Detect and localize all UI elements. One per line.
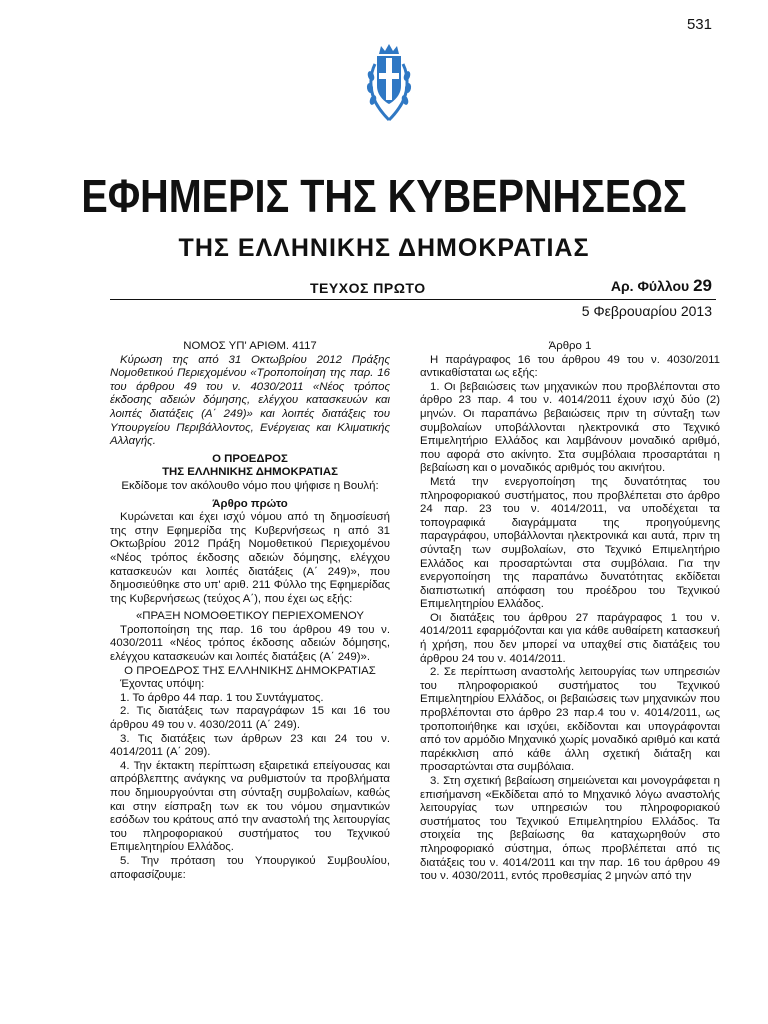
article-1-heading: Άρθρο 1 <box>548 340 592 352</box>
article-1-paragraph-4: 2. Σε περίπτωση αναστολής λειτουργίας των υπηρεσιών του πληροφοριακού συστήματος του Τεχνικού Επιμελητηρίου Ελλάδος, οι βεβαιώσεις των μηχανικών που προβλέπονται στο άρθρο 23 παρ.4 του ν. 4014/2011, ως τροποποιήθηκε και ισχύει, εκδίδονται και υπογράφονται από τον αρμόδιο Μηχανικό χωρίς μοναδικό αριθμό και κατά παρέκκλιση από κάθε άλλη σχετική διάταξη και προσαρτώνται στα συμβόλαια. <box>420 666 720 774</box>
consideration-item-1: 1. Το άρθρο 44 παρ. 1 του Συντάγματος. <box>120 691 324 704</box>
issue-type: ΤΕΥΧΟΣ ΠΡΩΤΟ <box>310 280 426 296</box>
considering: Έχοντας υπόψη: <box>120 678 205 691</box>
article-1-intro: Η παράγραφος 16 του άρθρου 49 του ν. 4030/2011 αντικαθίσταται ως εξής: <box>420 353 720 380</box>
law-number: ΝΟΜΟΣ ΥΠ' ΑΡΙΘΜ. 4117 <box>183 340 317 352</box>
issue-statement: Εκδίδομε τον ακόλουθο νόμο που ψήφισε η Βουλή: <box>121 479 379 492</box>
header-rule <box>110 299 716 300</box>
left-column <box>110 340 390 882</box>
president-heading-2: ΤΗΣ ΕΛΛΗΝΙΚΗΣ ΔΗΜΟΚΡΑΤΙΑΣ <box>162 466 338 479</box>
sheet-label: Αρ. Φύλλου <box>610 278 690 294</box>
sheet-number <box>611 276 712 296</box>
consideration-item-5: 5. Την πρόταση του Υπουργικού Συμβουλίου, αποφασίζουμε: <box>110 854 390 881</box>
article-1-paragraph-5: 3. Στη σχετική βεβαίωση σημειώνεται και μονογράφεται η επισήμανση «Εκδίδεται από το Μηχανικό λόγω αναστολής λειτουργίας των υπηρεσιών του πληροφοριακού συστήματος του Τεχνικού Επιμελητηρίου Ελλάδος. Τα στοιχεία της βεβαίωσης θα καταχωρηθούν στο πληροφοριακό σύστημα, όπως προβλέπεται από τις διατάξεις του ν. 4014/2011 και την παρ. 16 του άρθρου 49 του ν. 4030/2011, εντός προθεσμίας 2 μηνών από την <box>420 775 720 883</box>
sheet-number-value: 29 <box>693 276 712 295</box>
right-column <box>420 340 720 884</box>
consideration-item-4: 4. Την έκτακτη περίπτωση εξαιρετικά επείγουσας και απρόβλεπτης ανάγκης να ρυθμιστούν τα προβλήματα που δημιουργούνται στη σύνταξη συμβολαίων, καθώς και στην είσπραξη των εκ του νόμου σημαντικών εσόδων του κράτους από την αναστολή της λειτουργίας του πληροφοριακού συστήματος του Τεχνικού Επιμελητηρίου Ελλάδος. <box>110 759 390 854</box>
gazette-subtitle: ΤΗΣ ΕΛΛΗΝΙΚΗΣ ΔΗΜΟΚΡΑΤΙΑΣ <box>178 234 590 262</box>
consideration-item-3: 3. Τις διατάξεις των άρθρων 23 και 24 του ν. 4014/2011 (Α΄ 209). <box>110 732 390 759</box>
article-1-paragraph-2: Μετά την ενεργοποίηση της δυνατότητας του πληροφοριακού συστήματος, που προβλέπεται στο άρθρο 24 παρ. 23 του ν. 4014/2011, να υποδέχεται τα τοπογραφικά διαγράμματα της προηγούμενης παραγράφου, υποβάλλονται ηλεκτρονικά και αυτά, πριν τη σύνταξη των συμβολαίων, στο Τεχνικό Επιμελητήριο Ελλάδος και προσαρτώνται στα συμβόλαια. Για την ενεργοποίηση της παραπάνω δυνατότητας εκδίδεται διαπιστωτική απόφαση του προέδρου του Τεχνικού Επιμελητηρίου Ελλάδος. <box>420 475 720 611</box>
act-title: «ΠΡΑΞΗ ΝΟΜΟΘΕΤΙΚΟΥ ΠΕΡΙΕΧΟΜΕΝΟΥ <box>135 610 365 623</box>
page-number: 531 <box>686 16 712 33</box>
article-1-paragraph-3: Οι διατάξεις του άρθρου 27 παράγραφος 1 του ν. 4014/2011 εφαρμόζονται και για κάθε αυθαίρετη κατασκευή ή χρήση, που δεν μπορεί να υπαχθεί στις διατάξεις του άρθρου 24 του ν. 4014/2011. <box>420 611 720 665</box>
president-full: Ο ΠΡΟΕΔΡΟΣ ΤΗΣ ΕΛΛΗΝΙΚΗΣ ΔΗΜΟΚΡΑΤΙΑΣ <box>124 664 376 677</box>
president-heading-1: Ο ΠΡΟΕΔΡΟΣ <box>212 452 288 465</box>
law-summary: Κύρωση της από 31 Οκτωβρίου 2012 Πράξης Νομοθετικού Περιεχομένου «Τροποποίηση της παρ. 16 του άρθρου 49 του ν. 4030/2011 «Νέος τρόπος έκδοσης αδειών δόμησης, ελέγχου κατασκευών και λοιπές διατάξεις (Α΄ 249)» και λοιπές διατάξεις του Υπουργείου Περιβάλλοντος, Ενέργειας και Κλιματικής Αλλαγής. <box>110 353 390 448</box>
article-first-text: Κυρώνεται και έχει ισχύ νόμου από τη δημοσίευσή της στην Εφημερίδα της Κυβερνήσεως η από 31 Οκτωβρίου 2012 Πράξη Νομοθετικού Περιεχομένου «Νέος τρόπος έκδοσης αδειών δόμησης, ελέγχου κατασκευών και λοιπές διατάξεις (Α΄ 249)», που δημοσιεύθηκε στο υπ' αριθ. 211 Φύλλο της Εφημερίδας της Κυβερνήσεως (τεύχος Α΄), που έχει ως εξής: <box>110 511 390 605</box>
issue-date: 5 Φεβρουαρίου 2013 <box>581 303 712 319</box>
act-text: Τροποποίηση της παρ. 16 του άρθρου 49 του ν. 4030/2011 «Νέος τρόπος έκδοσης αδειών δόμησης, ελέγχου κατασκευών και λοιπές διατάξεις (Α΄ 249)». <box>110 623 390 664</box>
article-1-paragraph-1: 1. Οι βεβαιώσεις των μηχανικών που προβλέπονται στο άρθρο 23 παρ. 4 του ν. 4014/2011 έχουν ισχύ δύο (2) μηνών. Οι παραπάνω βεβαιώσεις πριν τη σύνταξη των συμβολαίων υποβάλλονται ηλεκτρονικά στο Τεχνικό Επιμελητήριο Ελλάδος και λαμβάνουν μοναδικό αριθμό, που αφορά στο ακίνητο. Στα συμβόλαια προσαρτάται η βεβαίωση και ο μοναδικός αριθμός του ακινήτου. <box>420 380 720 475</box>
gazette-title: ΕΦΗΜΕΡΙΣ ΤΗΣ ΚΥΒΕΡΝΗΣΕΩΣ <box>81 170 687 222</box>
consideration-item-2: 2. Τις διατάξεις των παραγράφων 15 και 16 του άρθρου 49 του ν. 4030/2011 (Α΄ 249). <box>110 705 390 732</box>
greek-coat-of-arms-icon <box>365 42 413 122</box>
article-first-heading: Άρθρο πρώτο <box>212 497 288 510</box>
